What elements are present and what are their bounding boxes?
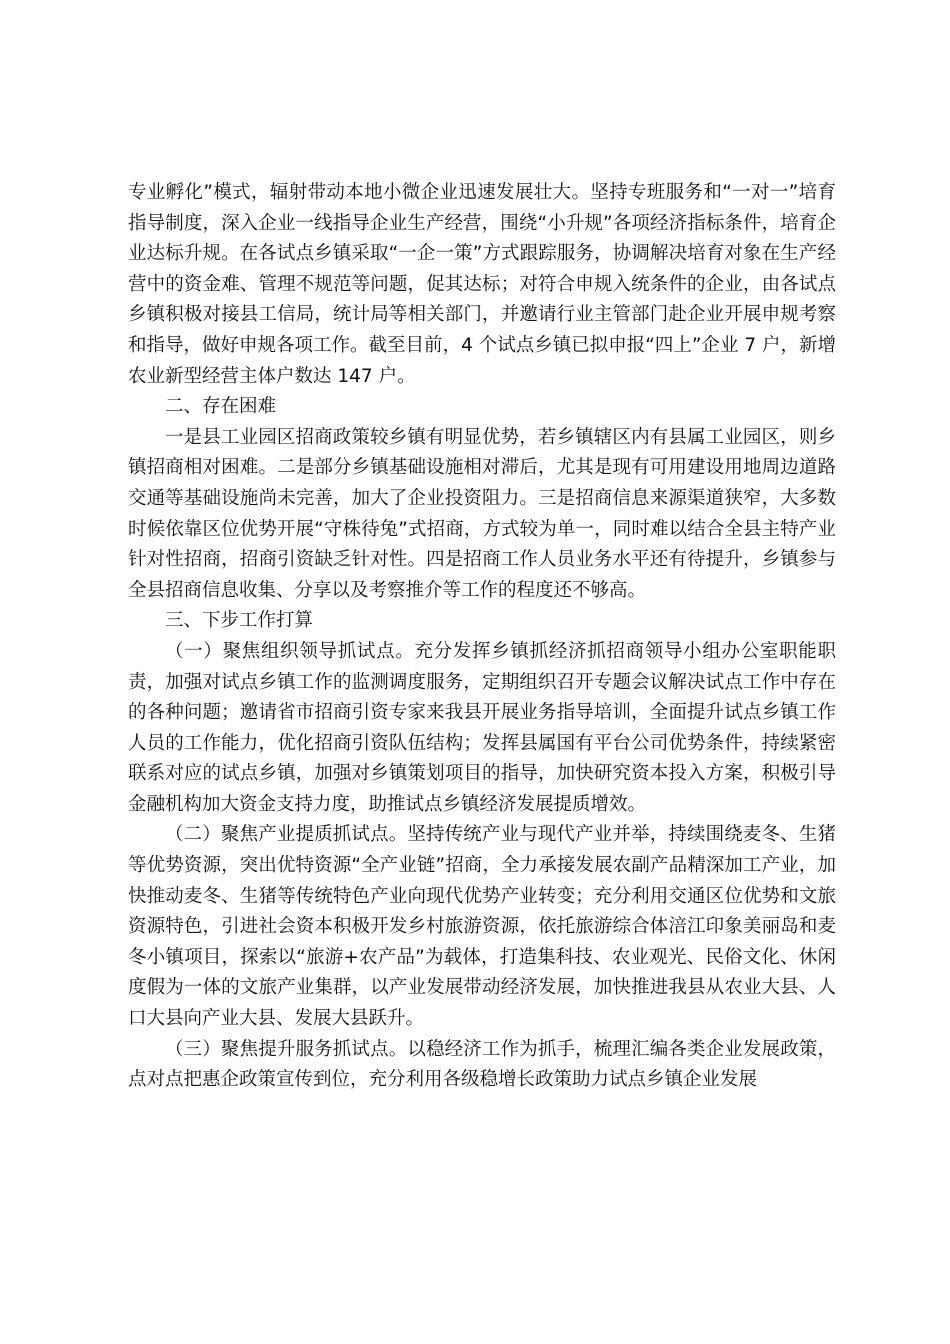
paragraph-service-improvement: （三）聚焦提升服务抓试点。以稳经济工作为抓手，梳理汇编各类企业发展政策，点对点把惠企政策宣传到位，充分利用各级稳增长政策助力试点乡镇企业发展 <box>128 1038 836 1091</box>
paragraph-incubation-continued: 专业孵化”模式，辐射带动本地小微企业迅速发展壮大。坚持专班服务和“一对一”培育指导制度，深入企业一线指导企业生产经营，围绕“小升规”各项经济指标条件，培育企业达标升规。在各试点乡镇采取“一企一策”方式跟踪服务，协调解决培育对象在生产经营中的资金难、管理不规范等问题，促其达标；对符合申规入统条件的企业，由各试点乡镇积极对接县工信局，统计局等相关部门，并邀请行业主管部门赴企业开展申规考察和指导，做好申规各项工作。截至目前，4 个试点乡镇已拟申报“四上”企业 7 户，新增农业新型经营主体户数达 147 户。 <box>128 182 836 387</box>
document-body <box>128 178 836 1096</box>
paragraph-industry-quality: （二）聚焦产业提质抓试点。坚持传统产业与现代产业并举，持续围绕麦冬、生猪等优势资源，突出优特资源“全产业链”招商，全力承接发展农副产品精深加工产业，加快推动麦冬、生猪等传统特色产业向现代优势产业转变；充分利用交通区位优势和文旅资源特色，引进社会资本积极开发乡村旅游资源，依托旅游综合体涪江印象美丽岛和麦冬小镇项目，探索以“旅游+农产品”为载体，打造集科技、农业观光、民俗文化、休闲度假为一体的文旅产业集群，以产业发展带动经济发展，加快推进我县从农业大县、人口大县向产业大县、发展大县跃升。 <box>128 824 836 1030</box>
paragraph-difficulties: 一是县工业园区招商政策较乡镇有明显优势，若乡镇辖区内有县属工业园区，则乡镇招商相对困难。二是部分乡镇基础设施相对滞后，尤其是现有可用建设用地周边道路交通等基础设施尚未完善，加大了企业投资阻力。三是招商信息来源渠道狭窄，大多数时候依靠区位优势开展“守株待兔”式招商，方式较为单一，同时难以结合全县主特产业针对性招商，招商引资缺乏针对性。四是招商工作人员业务水平还有待提升，乡镇参与全县招商信息收集、分享以及考察推介等工作的程度还不够高。 <box>128 426 836 601</box>
paragraph-organization-leadership: （一）聚焦组织领导抓试点。充分发挥乡镇抓经济抓招商领导小组办公室职能职责，加强对试点乡镇工作的监测调度服务，定期组织召开专题会议解决试点工作中存在的各种问题；邀请省市招商引资专家来我县开展业务指导培训，全面提升试点乡镇工作人员的工作能力，优化招商引资队伍结构；发挥县属国有平台公司优势条件，持续紧密联系对应的试点乡镇，加强对乡镇策划项目的指导，加快研究资本投入方案，积极引导金融机构加大资金支持力度，助推试点乡镇经济发展提质增效。 <box>128 640 836 815</box>
section-heading-difficulties: 二、存在困难 <box>165 396 277 418</box>
section-heading-next-steps: 三、下步工作打算 <box>165 610 314 632</box>
